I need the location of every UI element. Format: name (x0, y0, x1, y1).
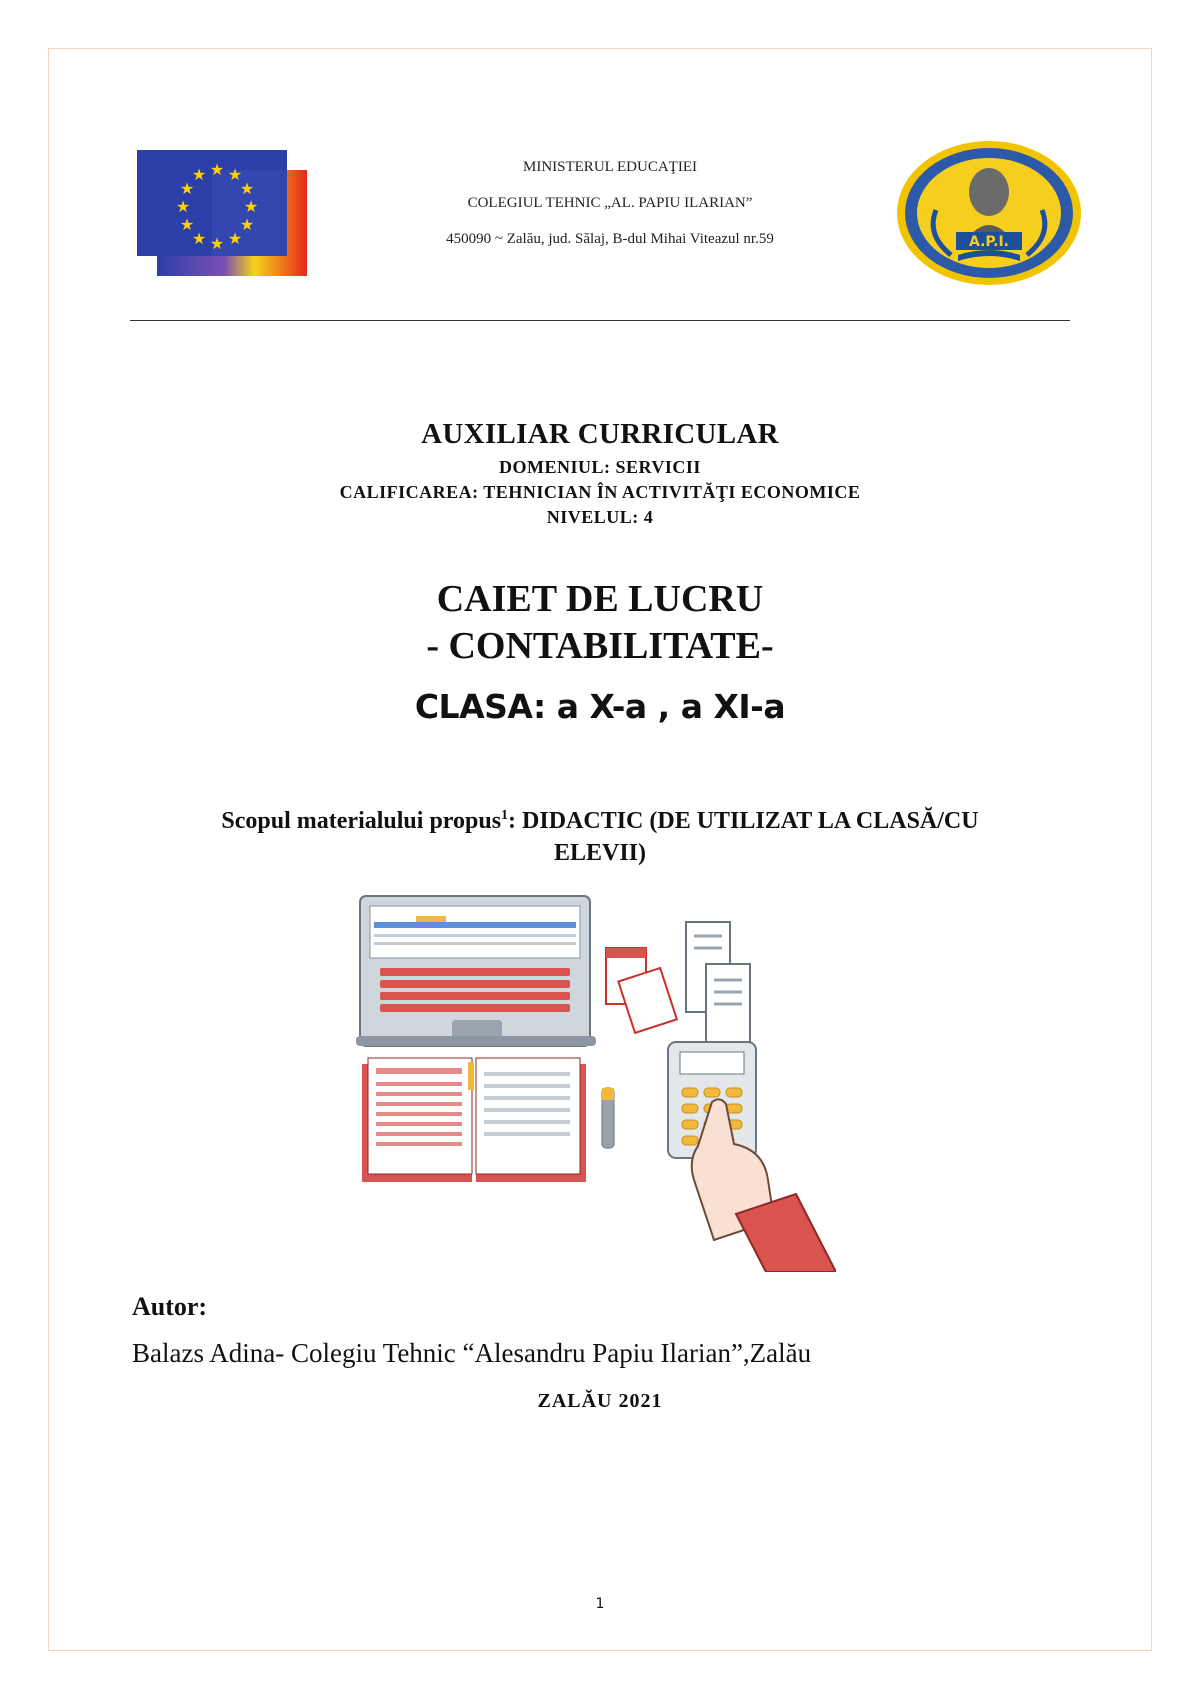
hand-icon (692, 1099, 836, 1272)
footnote-mark[interactable]: 1 (501, 808, 509, 823)
svg-text:★: ★ (179, 215, 195, 234)
city-year: ZALĂU 2021 (537, 1390, 663, 1412)
purpose-statement (100, 800, 1100, 869)
svg-text:★: ★ (191, 229, 207, 248)
qualification-line: CALIFICAREA: TEHNICIAN ÎN ACTIVITĂŢI ECONOMICE (339, 482, 861, 502)
svg-text:★: ★ (191, 165, 207, 184)
laptop-icon (356, 896, 596, 1046)
school-logo-label: A.P.I. (969, 234, 1009, 250)
ministry-name: MINISTERUL EDUCAŢIEI (522, 159, 697, 175)
school-address: 450090 ~ Zalău, jud. Sălaj, B-dul Mihai Viteazul nr.59 (446, 231, 774, 247)
header-divider (130, 320, 1070, 321)
purpose-value-cont: ELEVII) (553, 840, 647, 866)
author-label: Autor: (132, 1292, 208, 1321)
accounting-illustration (356, 892, 836, 1272)
workbook-class: CLASA: a X-a , a XI-a (414, 687, 786, 726)
svg-text:★: ★ (179, 179, 195, 198)
svg-text:★: ★ (227, 229, 243, 248)
purpose-value: : DIDACTIC (DE UTILIZAT LA CLASĂ/CU (508, 808, 979, 834)
svg-text:★: ★ (239, 179, 255, 198)
purpose-label: Scopul materialului propus (221, 808, 502, 834)
svg-text:★: ★ (243, 197, 259, 216)
calendar-icon (606, 948, 677, 1033)
open-ledger-icon (362, 1058, 586, 1182)
document-title: AUXILIAR CURRICULAR (421, 418, 779, 450)
author-name: Balazs Adina- Colegiu Tehnic “Alesandru Papiu Ilarian”,Zalău (132, 1338, 812, 1368)
level-line: NIVELUL: 4 (546, 507, 654, 527)
page-number: 1 (595, 1596, 605, 1612)
workbook-title: CAIET DE LUCRU (436, 578, 764, 620)
svg-text:★: ★ (175, 197, 191, 216)
svg-text:★: ★ (209, 160, 225, 179)
receipt-icon (686, 922, 750, 1054)
eu-flag-icon (137, 150, 307, 276)
svg-text:★: ★ (209, 234, 225, 253)
school-name: COLEGIUL TEHNIC „AL. PAPIU ILARIAN” (467, 195, 753, 211)
school-crest-icon (896, 140, 1082, 286)
svg-text:★: ★ (239, 215, 255, 234)
header-institution (340, 155, 880, 263)
svg-text:★: ★ (227, 165, 243, 184)
workbook-subject: - CONTABILITATE- (426, 625, 774, 667)
domain-line: DOMENIUL: SERVICII (499, 457, 701, 477)
pen-icon (602, 1088, 614, 1148)
